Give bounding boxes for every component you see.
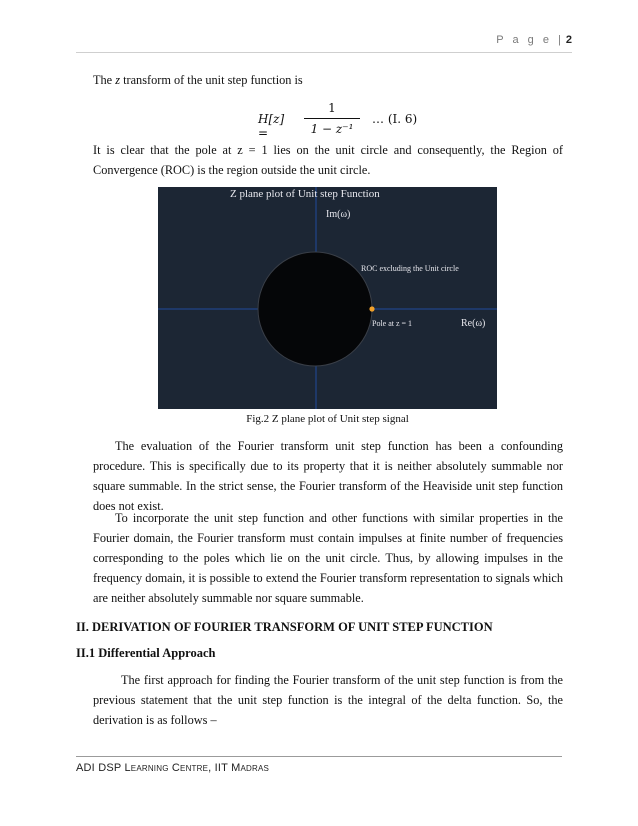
paragraph-differential-approach: The first approach for finding the Fourier transform of the unit step function is from the previous statement that the unit step function is the integral of the delta function. So, the derivation is as follows – (93, 673, 563, 727)
im-axis-label: Im(ω) (326, 209, 351, 220)
paragraph-fourier-evaluation: The evaluation of the Fourier transform unit step function has been a confounding procedure. This is specifically due to its property that it is neither absolutely summable nor square summable. In the strict sense, the Fourier transform of the Heaviside unit step function does not exist. (93, 439, 563, 513)
equation-numerator: 1 (328, 101, 336, 115)
roc-label: ROC excluding the Unit circle (361, 264, 459, 273)
page-label: P a g e (496, 34, 552, 46)
equation-fraction (304, 100, 360, 137)
z-plane-plot (158, 187, 497, 409)
footer-text: ADI DSP Learning Centre, IIT Madras (76, 762, 270, 774)
unit-circle (258, 252, 372, 366)
paragraph-impulses: To incorporate the unit step function and other functions with similar properties in the Fourier domain, the Fourier transform must contain impulses at finite number of frequencies corresponding to the poles which lie on the unit circle. Thus, by allowing impulses in the frequency domain, it is possible to extend the Fourier transform representation to signals which are neither absolutely summable nor square summable. (93, 511, 563, 605)
pole-label: Pole at z = 1 (372, 319, 413, 328)
page-number-value: 2 (565, 34, 572, 46)
equation-lhs: H[z] = (258, 112, 285, 140)
z-variable: z (115, 73, 120, 87)
fraction-bar (304, 118, 360, 119)
pole-marker (369, 306, 374, 311)
roc-paragraph: It is clear that the pole at z = 1 lies on the unit circle and consequently, the Region of Convergence (ROC) is the region outside the unit circle. (93, 143, 563, 177)
header-rule (76, 52, 572, 53)
section-heading: II. DERIVATION OF FOURIER TRANSFORM OF UNIT STEP FUNCTION (76, 620, 493, 634)
footer-rule (76, 756, 562, 757)
figure-title: Z plane plot of Unit step Function (230, 188, 380, 200)
subsection-heading: II.1 Differential Approach (76, 646, 216, 660)
equation-denominator: 1 − z⁻¹ (310, 122, 354, 136)
equation-number: … (I. 6) (372, 112, 418, 126)
z-plane-figure (158, 187, 497, 409)
re-axis-label: Re(ω) (461, 318, 486, 329)
figure-caption: Fig.2 Z plane plot of Unit step signal (246, 413, 409, 425)
intro-text: The z transform of the unit step function is (93, 73, 303, 87)
page-number (496, 34, 572, 46)
page-separator: | (558, 34, 564, 46)
